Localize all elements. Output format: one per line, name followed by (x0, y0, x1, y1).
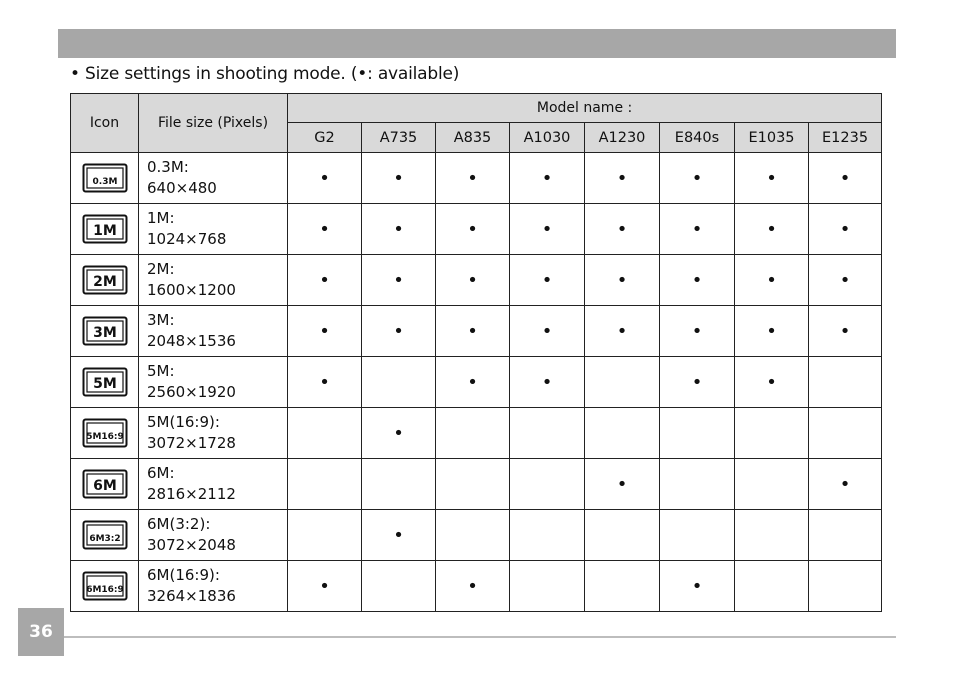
svg-text:6M16:9: 6M16:9 (85, 585, 124, 595)
availability-cell (510, 510, 585, 561)
3m-size-icon (82, 316, 128, 346)
availability-cell: • (809, 153, 882, 204)
size-pixels: 3072×1728 (147, 434, 236, 452)
availability-cell (288, 510, 362, 561)
availability-cell (436, 408, 510, 459)
availability-cell: • (735, 306, 809, 357)
svg-text:3M: 3M (92, 325, 117, 341)
availability-cell: • (585, 255, 660, 306)
availability-cell (585, 561, 660, 612)
5m-16-9-size-icon (82, 418, 128, 448)
6m-size-icon (82, 469, 128, 499)
availability-cell (436, 510, 510, 561)
table-row (71, 306, 882, 357)
availability-cell (510, 408, 585, 459)
availability-cell (809, 510, 882, 561)
size-name: 2M: (147, 260, 175, 278)
availability-cell (288, 408, 362, 459)
size-name: 1M: (147, 209, 175, 227)
availability-cell: • (436, 306, 510, 357)
size-pixels: 3072×2048 (147, 536, 236, 554)
availability-cell (362, 561, 436, 612)
svg-text:1M: 1M (92, 223, 117, 239)
availability-cell: • (362, 204, 436, 255)
size-pixels: 2560×1920 (147, 383, 236, 401)
6m-16-9-size-icon (82, 571, 128, 601)
size-name: 6M(16:9): (147, 566, 220, 584)
0-3m-size-icon (82, 163, 128, 193)
size-pixels: 2048×1536 (147, 332, 236, 350)
availability-cell: • (585, 153, 660, 204)
availability-cell (660, 408, 735, 459)
column-header-model-name: Model name : (288, 94, 882, 123)
table-row (71, 510, 882, 561)
availability-cell: • (585, 306, 660, 357)
availability-cell (362, 459, 436, 510)
icon-cell (71, 408, 139, 459)
availability-cell: • (809, 255, 882, 306)
availability-cell: • (436, 153, 510, 204)
size-name: 6M: (147, 464, 175, 482)
model-header: A735 (362, 123, 436, 153)
model-header: E1035 (735, 123, 809, 153)
file-size-cell (139, 153, 288, 204)
availability-cell: • (510, 306, 585, 357)
availability-cell: • (510, 255, 585, 306)
availability-cell: • (585, 204, 660, 255)
availability-cell: • (288, 255, 362, 306)
availability-cell: • (660, 153, 735, 204)
svg-text:2M: 2M (92, 274, 117, 290)
size-pixels: 1600×1200 (147, 281, 236, 299)
availability-cell: • (362, 153, 436, 204)
availability-cell: • (436, 255, 510, 306)
size-name: 6M(3:2): (147, 515, 211, 533)
availability-cell (809, 408, 882, 459)
2m-size-icon (82, 265, 128, 295)
availability-cell: • (660, 357, 735, 408)
svg-text:6M3:2: 6M3:2 (88, 534, 121, 544)
availability-cell (809, 357, 882, 408)
availability-cell: • (288, 561, 362, 612)
size-name: 5M: (147, 362, 175, 380)
model-header: A1230 (585, 123, 660, 153)
availability-cell (735, 459, 809, 510)
size-name: 3M: (147, 311, 175, 329)
svg-text:5M: 5M (92, 376, 117, 392)
model-header: A835 (436, 123, 510, 153)
availability-cell: • (809, 306, 882, 357)
table-row (71, 561, 882, 612)
file-size-cell (139, 459, 288, 510)
availability-cell: • (288, 306, 362, 357)
svg-text:5M16:9: 5M16:9 (85, 432, 124, 442)
icon-cell (71, 204, 139, 255)
table-row (71, 459, 882, 510)
availability-cell: • (660, 306, 735, 357)
model-header: E840s (660, 123, 735, 153)
availability-cell (288, 459, 362, 510)
table-row (71, 204, 882, 255)
availability-cell (660, 510, 735, 561)
availability-cell (735, 561, 809, 612)
model-header: A1030 (510, 123, 585, 153)
size-pixels: 3264×1836 (147, 587, 236, 605)
icon-cell (71, 153, 139, 204)
availability-cell: • (362, 510, 436, 561)
availability-cell: • (585, 459, 660, 510)
availability-cell: • (510, 204, 585, 255)
icon-cell (71, 510, 139, 561)
availability-cell: • (809, 459, 882, 510)
availability-cell (436, 459, 510, 510)
availability-cell: • (436, 204, 510, 255)
model-header: G2 (288, 123, 362, 153)
1m-size-icon (82, 214, 128, 244)
availability-cell: • (809, 204, 882, 255)
file-size-cell (139, 306, 288, 357)
availability-cell (362, 357, 436, 408)
table-row (71, 357, 882, 408)
column-header-file-size: File size (Pixels) (139, 94, 288, 153)
icon-cell (71, 357, 139, 408)
availability-cell: • (288, 204, 362, 255)
page-number: 36 (18, 608, 64, 656)
availability-cell (585, 510, 660, 561)
svg-text:6M: 6M (92, 478, 117, 494)
availability-cell (660, 459, 735, 510)
availability-cell: • (510, 357, 585, 408)
availability-cell: • (362, 255, 436, 306)
availability-cell: • (288, 357, 362, 408)
availability-cell: • (510, 153, 585, 204)
size-pixels: 2816×2112 (147, 485, 236, 503)
availability-cell: • (735, 204, 809, 255)
file-size-cell (139, 561, 288, 612)
availability-cell (735, 408, 809, 459)
file-size-cell (139, 255, 288, 306)
model-header: E1235 (809, 123, 882, 153)
icon-cell (71, 459, 139, 510)
availability-cell (585, 408, 660, 459)
size-pixels: 1024×768 (147, 230, 227, 248)
availability-cell: • (735, 357, 809, 408)
availability-cell: • (436, 561, 510, 612)
availability-cell (510, 459, 585, 510)
file-size-cell (139, 510, 288, 561)
availability-cell (585, 357, 660, 408)
6m-3-2-size-icon (82, 520, 128, 550)
table-row (71, 255, 882, 306)
availability-cell: • (362, 306, 436, 357)
availability-cell: • (660, 255, 735, 306)
intro-text: • Size settings in shooting mode. (•: available) (70, 64, 460, 84)
availability-cell (735, 510, 809, 561)
availability-cell: • (735, 255, 809, 306)
header-bar (58, 29, 896, 58)
size-settings-table (70, 93, 882, 612)
icon-cell (71, 561, 139, 612)
file-size-cell (139, 357, 288, 408)
file-size-cell (139, 408, 288, 459)
icon-cell (71, 306, 139, 357)
bottom-divider (64, 636, 896, 638)
availability-cell (510, 561, 585, 612)
availability-cell: • (362, 408, 436, 459)
size-name: 0.3M: (147, 158, 189, 176)
availability-cell: • (660, 561, 735, 612)
size-pixels: 640×480 (147, 179, 217, 197)
availability-cell: • (288, 153, 362, 204)
availability-cell: • (436, 357, 510, 408)
file-size-cell (139, 204, 288, 255)
5m-size-icon (82, 367, 128, 397)
table-row (71, 408, 882, 459)
availability-cell: • (735, 153, 809, 204)
availability-cell: • (660, 204, 735, 255)
availability-cell (809, 561, 882, 612)
column-header-icon: Icon (71, 94, 139, 153)
table-row (71, 153, 882, 204)
icon-cell (71, 255, 139, 306)
size-name: 5M(16:9): (147, 413, 220, 431)
svg-text:0.3M: 0.3M (92, 177, 117, 187)
